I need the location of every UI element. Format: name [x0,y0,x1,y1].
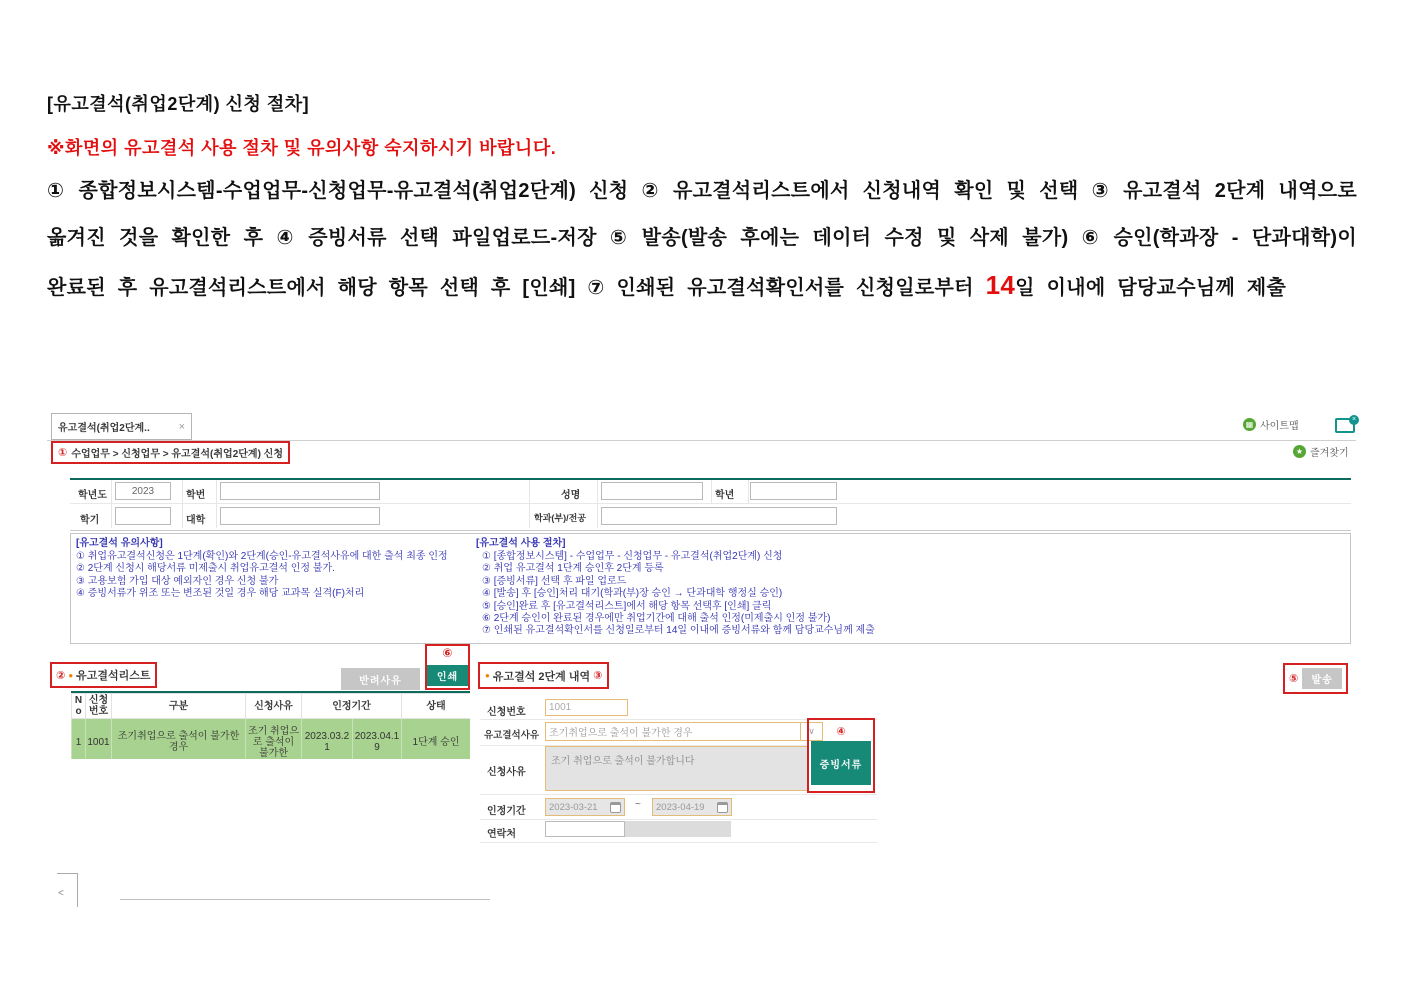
print-button[interactable]: 인쇄 [427,665,468,686]
notice-line: ② 취업 유고결석 1단계 승인후 2단계 등록 [482,563,664,575]
splitter-line [57,873,77,874]
cell-divider [111,480,112,528]
reason-type-select[interactable] [545,722,801,741]
notice-cautions-lines [76,551,448,601]
cell-divider [711,480,712,504]
grade-input[interactable] [750,482,837,500]
cell-period-start[interactable]: 2023.03.21 [302,719,353,760]
reason-type-label: 유고결석사유 [484,730,540,741]
deadline-days: 14 [985,270,1016,300]
col-header-period: 인정기간 [302,694,402,719]
steps-text: ① 종합정보시스템-수업업무-신청업무-유고결석(취업2단계) 신청 ② 유고결석리스트에서 신청내역 확인 및 선택 ③ 유고결석 2단계 내역으로 옮겨진 것을 확인한 후 ④ 증빙서류 선택 파일업로드-저장 ⑤ 발송(발송 후에는 데이터 수정 및 삭제 불가) ⑥ 승인(학과장 - 단과대학)이 완료된 후 유고결석리스트에서 해당 항목 선택 후 [인쇄] ⑦ 인쇄된 유고결석확인서를 신청일로부터 [47,180,1357,299]
close-badge-icon: × [1349,415,1359,425]
warning-text: ※화면의 유고결석 사용 절차 및 유의사항 숙지하시기 바랍니다. [47,138,557,158]
period-end-field[interactable] [652,798,732,816]
cell-period-end[interactable]: 2023.04.19 [353,719,402,760]
sitemap-icon: ▦ [1243,418,1256,431]
period-label: 인정기간 [487,806,526,817]
notice-line: ⑥ 2단계 승인이 완료된 경우에만 취업기간에 대해 출석 인정(미제출시 인정 불가) [482,613,831,625]
row-divider [480,842,877,843]
detail-section-title: 유고결석 2단계 내역 [492,670,591,683]
tab-title: 유고결석(취업2단계.. [58,423,150,434]
major-input[interactable] [601,507,837,525]
notice-line: ① [종합정보시스템] - 수업업무 - 신청업무 - 유고결석(취업2단계) 신청 [482,551,783,562]
cell-no[interactable]: 1 [72,719,86,760]
notice-cautions [76,537,448,601]
period-end-value: 2023-04-19 [656,801,705,813]
table-header-row [72,694,471,719]
contact-field-bg [545,821,731,837]
table-row[interactable] [72,719,471,760]
cell-divider [529,480,530,528]
semester-input[interactable] [115,507,171,525]
scroll-left-icon[interactable]: < [58,888,64,899]
notice-line: ① 취업유고결석신청은 1단계(확인)와 2단계(승인-유고결석사유에 대한 출석 최종 인정 [76,551,448,562]
row-divider [480,819,877,820]
send-button[interactable]: 발송 [1302,668,1342,689]
notice-usage-lines [476,551,875,638]
field-label-semester: 학기 [80,515,100,526]
notice-line: ⑤ [승인]완료 후 [유고결석리스트]에서 해당 항목 선택후 [인쇄] 클릭 [482,600,772,612]
cell-divider [597,480,598,528]
notice-usage-title: [유고결석 사용 절차] [476,538,566,549]
cell-category[interactable]: 조기취업으로 출석이 불가한 경우 [112,719,246,760]
procedure-title: [유고결석(취업2단계) 신청 절차] [47,94,310,114]
cell-divider [748,480,749,504]
sitemap-button[interactable] [1243,417,1299,432]
cell-status[interactable]: 1단계 승인 [402,719,470,760]
detail-title-annotation-box [478,662,609,689]
name-input[interactable] [601,482,703,500]
reason-label: 신청사유 [487,767,526,778]
dropdown-chevron-icon[interactable]: ∨ [800,722,823,741]
notice-line: ④ 증빙서류가 위조 또는 변조된 것일 경우 해당 교과목 실격(F)처리 [76,588,365,600]
favorites-star-icon: ★ [1293,445,1306,458]
field-label-studentno: 학번 [186,490,206,501]
row-divider [480,794,877,795]
print-annotation-box [425,644,470,690]
splitter-line [77,873,78,907]
breadcrumb[interactable]: 수업업무 > 신청업무 > 유고결석(취업2단계) 신청 [71,449,284,460]
evidence-step-number: ④ [836,726,846,738]
period-start-value: 2023-03-21 [549,801,598,813]
steps-text-tail: 일 이내에 담당교수님께 제출 [1015,277,1287,299]
procedure-steps [47,168,1357,312]
reqno-label: 신청번호 [487,707,526,718]
col-header-status: 상태 [402,694,470,719]
reason-textarea[interactable]: 조기 취업으로 출석이 불가합니다 [545,746,808,791]
field-label-major: 학과(부)/전공 [534,513,586,523]
notice-line: ⑦ 인쇄된 유고결석확인서를 신청일로부터 14일 이내에 증빙서류와 함께 담당교수님께 제출 [482,625,875,637]
col-header-reason: 신청사유 [246,694,302,719]
calendar-icon[interactable] [610,802,621,813]
period-start-field[interactable] [545,798,625,816]
calendar-icon[interactable] [717,802,728,813]
col-header-reqno: 신청번호 [86,694,112,719]
field-label-grade: 학년 [715,490,735,501]
evidence-button[interactable]: 증빙서류 [811,741,871,785]
notice-cautions-title: [유고결석 유의사항] [76,538,163,549]
section-bullet-icon: ● [68,670,74,680]
horizontal-scrollbar-track[interactable] [120,899,490,900]
cell-reason[interactable]: 조기 취업으로 출석이 불가한 [246,719,302,760]
cell-reqno[interactable]: 1001 [86,719,112,760]
list-title-annotation-box [50,662,157,688]
tab-close-icon[interactable]: × [178,420,185,433]
col-header-category: 구분 [112,694,246,719]
field-label-college: 대학 [186,515,206,526]
col-header-no: No [72,694,86,719]
cell-divider [182,480,183,528]
breadcrumb-step-number: ① [58,447,68,459]
detail-step-number: ③ [593,670,603,682]
evidence-annotation-box [807,718,875,793]
tab-absence-application[interactable] [51,413,192,440]
close-all-tabs-icon[interactable] [1335,418,1355,433]
send-step-number: ⑤ [1289,673,1299,685]
breadcrumb-annotation-box [51,441,290,464]
reject-reason-button[interactable]: 반려사유 [341,668,420,690]
year-input[interactable] [115,482,171,500]
list-step-number: ② [56,669,66,682]
notice-usage-steps [476,537,875,638]
print-step-number: ⑥ [442,646,453,660]
college-input[interactable] [220,507,380,525]
period-tilde: ~ [635,799,641,810]
contact-input[interactable] [545,821,625,837]
notice-line: ③ [증빙서류] 선택 후 파일 업로드 [482,575,627,587]
sitemap-label: 사이트맵 [1260,421,1299,432]
send-annotation-box [1283,663,1348,694]
student-no-input[interactable] [220,482,380,500]
notice-line: ④ [발송] 후 [승인]처리 대기(학과(부)장 승인 → 단과대학 행정실 승인) [482,588,783,600]
list-section-title: 유고결석리스트 [76,670,151,682]
notice-line: ② 2단계 신청시 해당서류 미제출시 취업유고결석 인정 불가. [76,563,335,575]
absence-list-table [71,691,470,759]
favorites-button[interactable] [1293,444,1349,459]
notice-line: ③ 고용보험 가입 대상 예외자인 경우 신청 불가 [76,575,279,587]
field-label-name: 성명 [561,490,581,501]
section-bullet-icon: ● [485,671,490,680]
favorites-label: 즐겨찾기 [1310,448,1349,459]
field-label-year: 학년도 [78,490,107,501]
reqno-input[interactable] [545,699,628,716]
cell-divider [216,480,217,528]
contact-label: 연락처 [487,829,516,840]
